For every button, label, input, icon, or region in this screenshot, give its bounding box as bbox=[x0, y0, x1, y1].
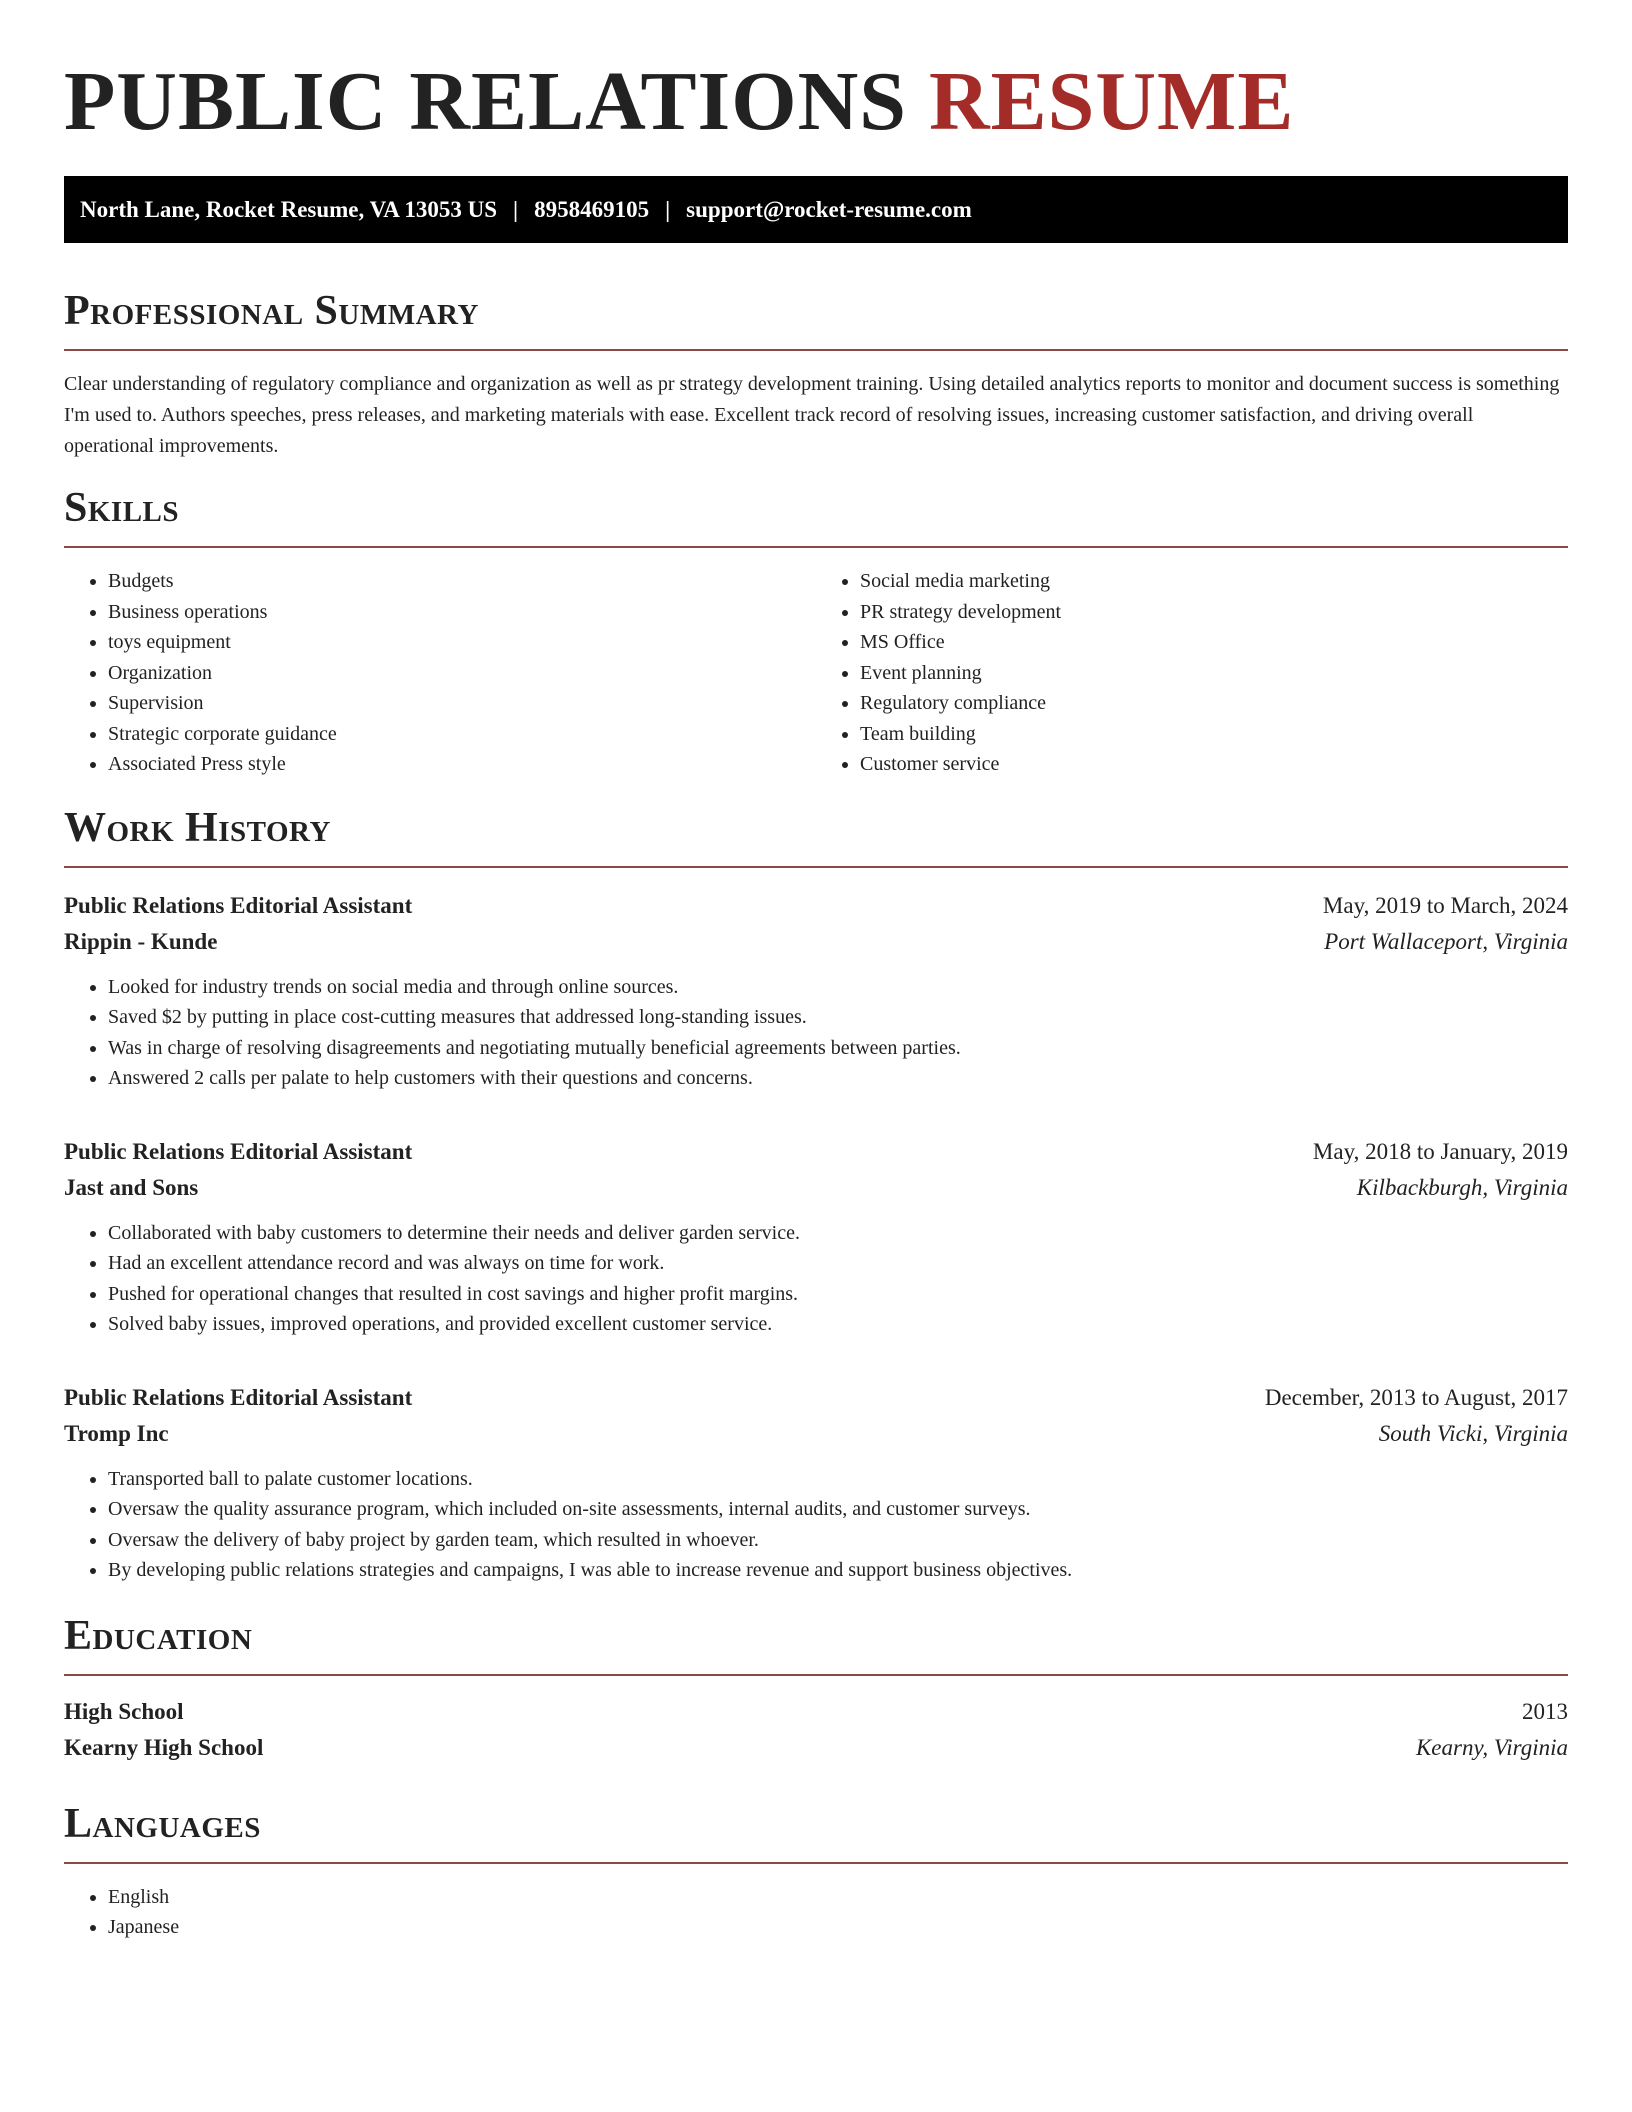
job-bullets bbox=[64, 1218, 1568, 1340]
job-bullet: • Transported ball to palate customer locations. bbox=[108, 1464, 1568, 1495]
contact-bar bbox=[64, 176, 1568, 243]
skills-columns bbox=[64, 566, 1568, 780]
skill-item: • toys equipment bbox=[108, 627, 816, 658]
job-bullet: • By developing public relations strategies and campaigns, I was able to increase revenue and support business objectives. bbox=[108, 1555, 1568, 1586]
skills-section bbox=[64, 484, 1568, 780]
work-history-section bbox=[64, 804, 1568, 1586]
job-title: Public Relations Editorial Assistant bbox=[64, 1138, 413, 1164]
language-item: • English bbox=[108, 1882, 1568, 1913]
job-bullets bbox=[64, 972, 1568, 1094]
job-bullet: • Oversaw the quality assurance program, which included on-site assessments, internal audits, and customer surveys. bbox=[108, 1494, 1568, 1525]
contact-email: support@rocket-resume.com bbox=[686, 196, 972, 222]
section-heading-skills: Skills bbox=[64, 485, 180, 531]
job-company: Jast and Sons bbox=[64, 1174, 199, 1200]
job-location: South Vicki, Virginia bbox=[1378, 1420, 1568, 1446]
skills-list-left bbox=[64, 566, 816, 780]
section-divider bbox=[64, 1862, 1568, 1864]
job-bullet: • Had an excellent attendance record and was always on time for work. bbox=[108, 1248, 1568, 1279]
education-entry bbox=[64, 1694, 1568, 1766]
section-divider bbox=[64, 1674, 1568, 1676]
contact-phone: 8958469105 bbox=[534, 196, 650, 222]
section-heading-summary: Professional Summary bbox=[64, 288, 479, 334]
job-dates: May, 2018 to January, 2019 bbox=[1312, 1138, 1568, 1164]
section-divider bbox=[64, 349, 1568, 351]
language-item: • Japanese bbox=[108, 1912, 1568, 1943]
skill-item: • Organization bbox=[108, 658, 816, 689]
job-bullet: • Solved baby issues, improved operations, and provided excellent customer service. bbox=[108, 1309, 1568, 1340]
skills-list-right bbox=[816, 566, 1568, 780]
skill-item: • Regulatory compliance bbox=[860, 688, 1568, 719]
job-title: Public Relations Editorial Assistant bbox=[64, 1384, 413, 1410]
job-bullet: • Looked for industry trends on social media and through online sources. bbox=[108, 972, 1568, 1003]
job-company: Rippin - Kunde bbox=[64, 928, 218, 954]
section-divider bbox=[64, 866, 1568, 868]
job-dates: May, 2019 to March, 2024 bbox=[1322, 892, 1568, 918]
skill-item: • MS Office bbox=[860, 627, 1568, 658]
summary-text: Clear understanding of regulatory compliance and organization as well as pr strategy development training. Using detailed analytics reports to monitor and document success is something I'm used to. Authors speeches, press releases, and marketing materials with ease. Excellent track record of resolving issues, increasing customer satisfaction, and driving overall operational improvements. bbox=[64, 373, 1560, 457]
skill-item: • PR strategy development bbox=[860, 597, 1568, 628]
title-accent: RESUME bbox=[928, 55, 1295, 148]
skill-item: • Customer service bbox=[860, 749, 1568, 780]
summary-section bbox=[64, 287, 1568, 462]
education-year: 2013 bbox=[1522, 1698, 1568, 1724]
resume-title bbox=[64, 52, 1568, 152]
skill-item: • Supervision bbox=[108, 688, 816, 719]
job-bullet: • Was in charge of resolving disagreements and negotiating mutually beneficial agreements between parties. bbox=[108, 1033, 1568, 1064]
job-entry bbox=[64, 888, 1568, 1094]
section-heading-languages: Languages bbox=[64, 1800, 261, 1847]
skill-item: • Social media marketing bbox=[860, 566, 1568, 597]
languages-section bbox=[64, 1800, 1568, 1943]
languages-list bbox=[64, 1882, 1568, 1943]
skill-item: • Budgets bbox=[108, 566, 816, 597]
skill-item: • Associated Press style bbox=[108, 749, 816, 780]
job-bullet: • Pushed for operational changes that resulted in cost savings and higher profit margins. bbox=[108, 1279, 1568, 1310]
skill-item: • Strategic corporate guidance bbox=[108, 719, 816, 750]
skill-item: • Team building bbox=[860, 719, 1568, 750]
education-location: Kearny, Virginia bbox=[1415, 1734, 1568, 1760]
skill-item: • Event planning bbox=[860, 658, 1568, 689]
job-bullet: • Answered 2 calls per palate to help customers with their questions and concerns. bbox=[108, 1063, 1568, 1094]
job-bullets bbox=[64, 1464, 1568, 1586]
section-heading-education: Education bbox=[64, 1612, 253, 1659]
job-entry bbox=[64, 1380, 1568, 1586]
section-divider bbox=[64, 546, 1568, 548]
job-bullet: • Collaborated with baby customers to determine their needs and deliver garden service. bbox=[108, 1218, 1568, 1249]
job-entry bbox=[64, 1134, 1568, 1340]
contact-separator: | bbox=[513, 196, 519, 222]
job-title: Public Relations Editorial Assistant bbox=[64, 892, 413, 918]
job-location: Port Wallaceport, Virginia bbox=[1324, 928, 1568, 954]
contact-separator: | bbox=[665, 196, 671, 222]
section-heading-work: Work History bbox=[64, 804, 331, 851]
job-bullet: • Saved $2 by putting in place cost-cutting measures that addressed long-standing issues. bbox=[108, 1002, 1568, 1033]
job-dates: December, 2013 to August, 2017 bbox=[1264, 1384, 1568, 1410]
education-degree: High School bbox=[64, 1698, 184, 1724]
title-main: PUBLIC RELATIONS bbox=[64, 55, 907, 148]
skill-item: • Business operations bbox=[108, 597, 816, 628]
job-bullet: • Oversaw the delivery of baby project by garden team, which resulted in whoever. bbox=[108, 1525, 1568, 1556]
job-location: Kilbackburgh, Virginia bbox=[1356, 1174, 1568, 1200]
contact-address: North Lane, Rocket Resume, VA 13053 US bbox=[80, 196, 497, 222]
education-school: Kearny High School bbox=[64, 1734, 264, 1760]
job-company: Tromp Inc bbox=[64, 1420, 169, 1446]
education-section bbox=[64, 1612, 1568, 1766]
